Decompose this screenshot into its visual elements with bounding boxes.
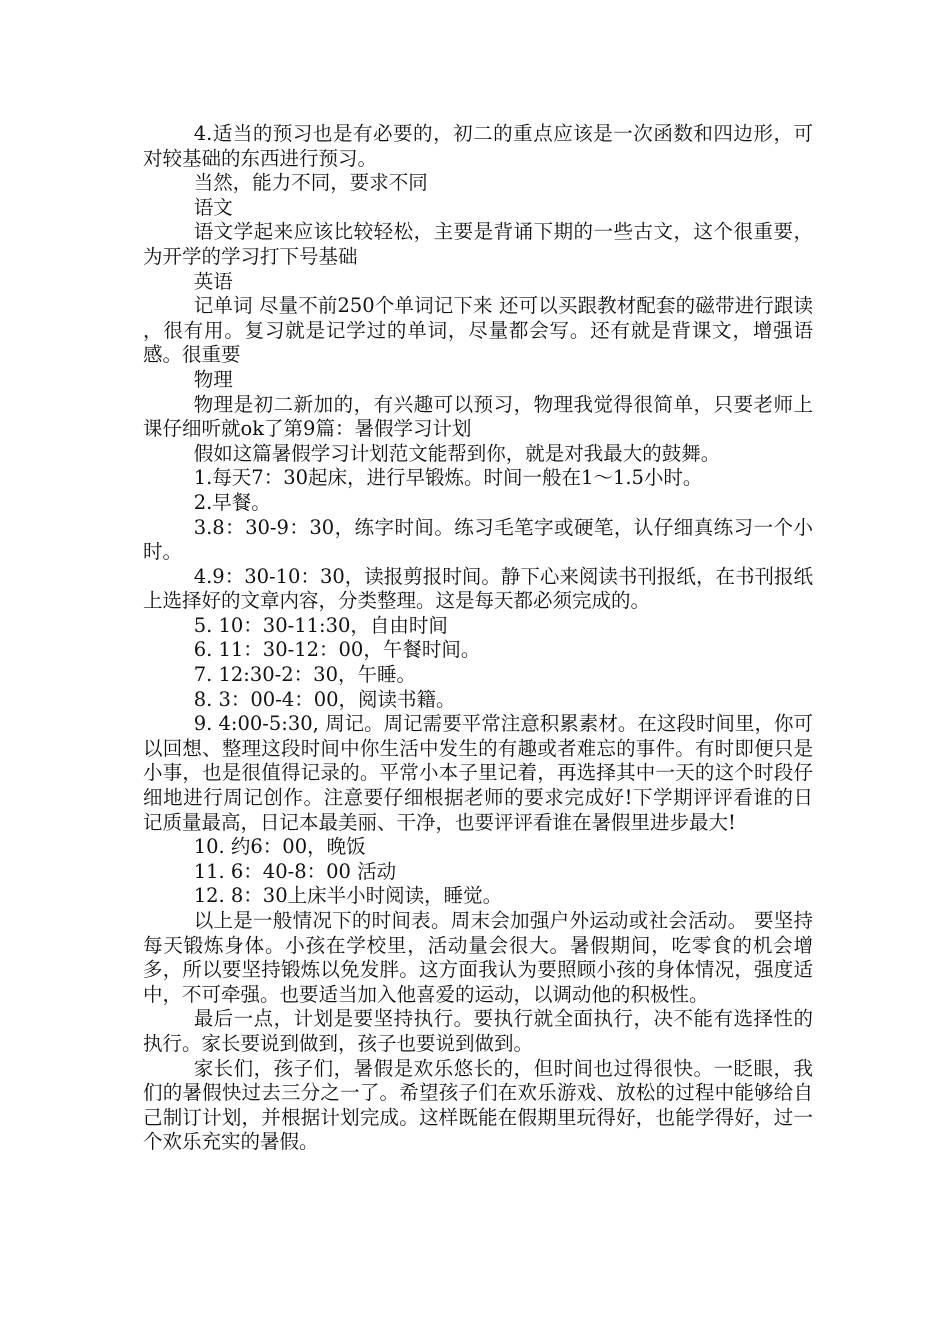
paragraph-persistence: 最后一点，计划是要坚持执行。要执行就全面执行，决不能有选择性的执行。家长要说到做到，孩子也要说到做到。: [143, 1007, 813, 1055]
paragraph-closing: 家长们，孩子们，暑假是欢乐悠长的，但时间也过得很快。一眨眼，我们的暑假快过去三分之一了。希望孩子们在欢乐游戏、放松的过程中能够给自己制订计划，并根据计划完成。这样既能在假期里玩得好，也能学得好，过一个欢乐充实的暑假。: [143, 1056, 813, 1154]
heading-english: 英语: [193, 269, 233, 293]
schedule-item-11: 11. 6：40-8：00 活动: [193, 859, 397, 883]
paragraph-preview-tip: 4.适当的预习也是有必要的，初二的重点应该是一次函数和四边形，可对较基础的东西进行预习。: [143, 122, 813, 170]
document-body: [143, 122, 813, 1155]
paragraph-summary: 以上是一般情况下的时间表。周末会加强户外运动或社会活动。 要坚持每天锻炼身体。小孩在学校里，活动量会很大。暑假期间，吃零食的机会增多，所以要坚持锻炼以免发胖。这方面我认为要照顾小孩的身体情况，强度适中，不可牵强。也要适当加入他喜爱的运动，以调动他的积极性。: [143, 909, 813, 1006]
schedule-item-4: 4.9：30-10：30，读报剪报时间。静下心来阅读书刊报纸，在书刊报纸上选择好的文章内容，分类整理。这是每天都必须完成的。: [143, 564, 813, 613]
schedule-item-1: 1.每天7：30起床，进行早锻炼。时间一般在1～1.5小时。: [193, 466, 703, 490]
heading-chinese: 语文: [193, 195, 233, 219]
paragraph-english: 记单词 尽量不前250个单词记下来 还可以买跟教材配套的磁带进行跟读 ，很有用。复习就是记学过的单词，尽量都会写。还有就是背课文，增强语感。很重要: [143, 294, 813, 367]
paragraph-chinese: 语文学起来应该比较轻松，主要是背诵下期的一些古文，这个很重要，为开学的学习打下号基础: [143, 220, 813, 268]
heading-physics: 物理: [193, 367, 233, 391]
schedule-item-10: 10. 约6：00，晚饭: [193, 835, 366, 859]
schedule-item-9: 9. 4:00-5:30, 周记。周记需要平常注意积累素材。在这段时间里，你可以回想、整理这段时间中你生活中发生的有趣或者难忘的事件。有时即便只是小事，也是很值得记录的。平常小本子里记着，再选择其中一天的这个时段仔细地进行周记创作。注意要仔细根据老师的要求完成好!下学期评评看谁的日记质量最高，日记本最美丽、干净，也要评评看谁在暑假里进步最大!: [143, 712, 813, 834]
paragraph-ability-note: 当然，能力不同，要求不同: [193, 171, 428, 195]
schedule-item-3: 3.8：30-9：30，练字时间。练习毛笔字或硬笔，认仔细真练习一个小时。: [143, 515, 813, 564]
schedule-item-6: 6. 11：30-12：00，午餐时间。: [193, 638, 481, 662]
schedule-item-5: 5. 10：30-11:30，自由时间: [193, 613, 448, 637]
schedule-item-12: 12. 8：30上床半小时阅读，睡觉。: [193, 884, 503, 908]
schedule-item-2: 2.早餐。: [193, 490, 271, 514]
paragraph-physics: 物理是初二新加的，有兴趣可以预习，物理我觉得很简单，只要老师上课仔细听就ok了第9篇：暑假学习计划: [143, 392, 813, 441]
schedule-item-7: 7. 12:30-2：30，午睡。: [193, 663, 416, 687]
paragraph-intro-plan: 假如这篇暑假学习计划范文能帮到你，就是对我最大的鼓舞。: [193, 441, 721, 465]
schedule-item-8: 8. 3：00-4：00，阅读书籍。: [193, 687, 456, 711]
